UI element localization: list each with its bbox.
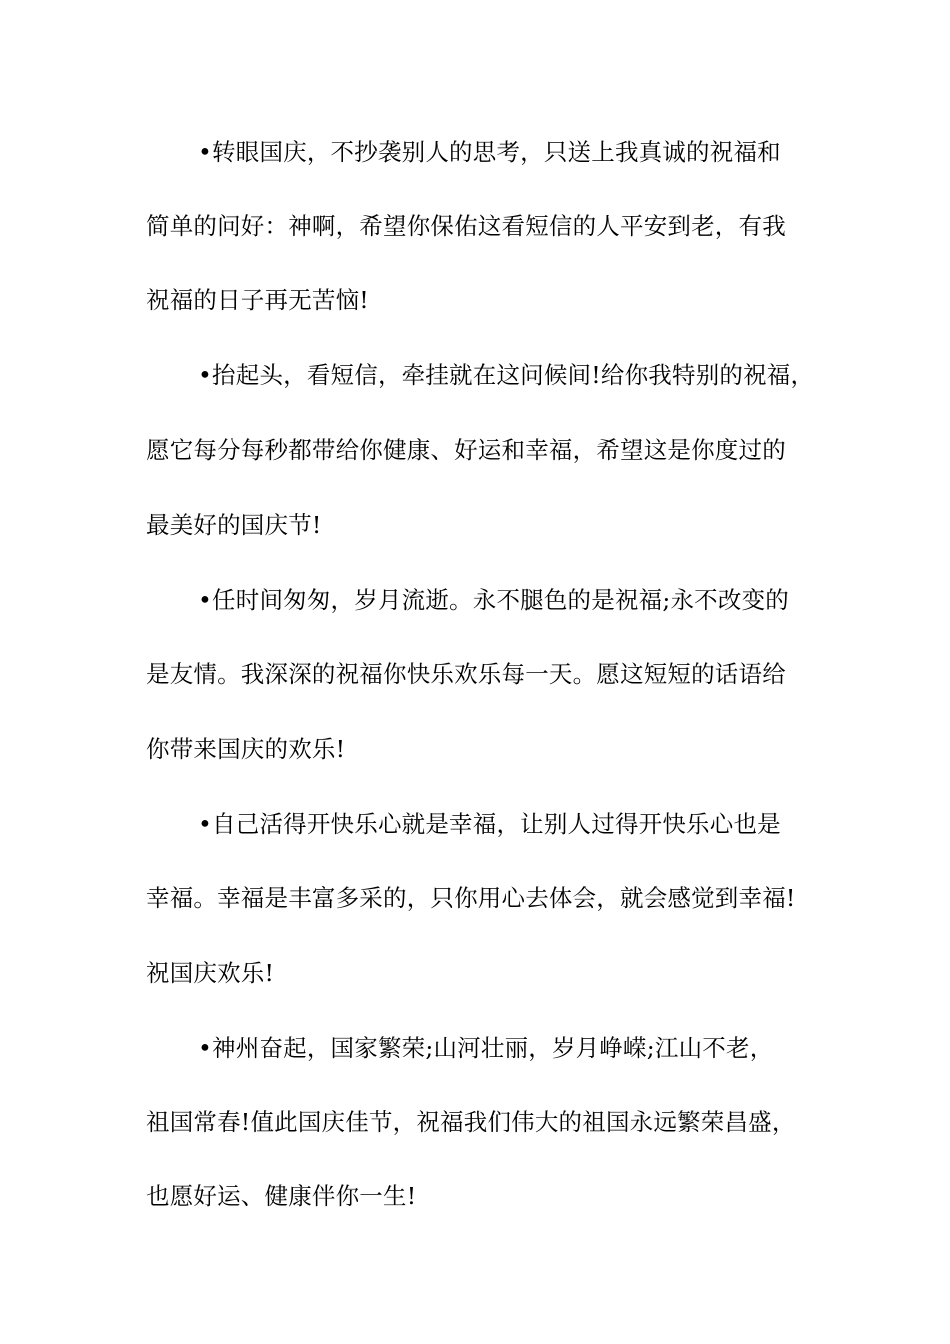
paragraph-2-line-3: 最美好的国庆节!	[146, 511, 322, 539]
paragraph-2-line-1: •抬起头，看短信，牵挂就在这问候间!给你我特别的祝福，	[198, 361, 815, 389]
paragraph-5-line-2: 祖国常春!值此国庆佳节，祝福我们伟大的祖国永远繁荣昌盛，	[146, 1108, 796, 1136]
paragraph-1-line-3: 祝福的日子再无苦恼!	[146, 286, 369, 314]
paragraph-3-line-3: 你带来国庆的欢乐!	[146, 735, 346, 763]
paragraph-3-line-1: •任时间匆匆，岁月流逝。永不腿色的是祝福;永不改变的	[198, 586, 789, 614]
paragraph-4-line-1: •自己活得开快乐心就是幸福，让别人过得开快乐心也是	[198, 810, 781, 838]
paragraph-1-line-2: 简单的问好：神啊，希望你保佑这看短信的人平安到老，有我	[146, 212, 786, 240]
paragraph-5-line-3: 也愿好运、健康伴你一生!	[146, 1182, 417, 1210]
paragraph-4-line-3: 祝国庆欢乐!	[146, 959, 275, 987]
paragraph-3-line-2: 是友情。我深深的祝福你快乐欢乐每一天。愿这短短的话语给	[146, 660, 786, 688]
paragraph-1-line-1: •转眼国庆，不抄袭别人的思考，只送上我真诚的祝福和	[198, 138, 781, 166]
paragraph-5-line-1: •神州奋起，国家繁荣;山河壮丽，岁月峥嵘;江山不老，	[198, 1034, 774, 1062]
paragraph-4-line-2: 幸福。幸福是丰富多采的，只你用心去体会，就会感觉到幸福!	[146, 884, 796, 912]
paragraph-2-line-2: 愿它每分每秒都带给你健康、好运和幸福，希望这是你度过的	[146, 436, 786, 464]
